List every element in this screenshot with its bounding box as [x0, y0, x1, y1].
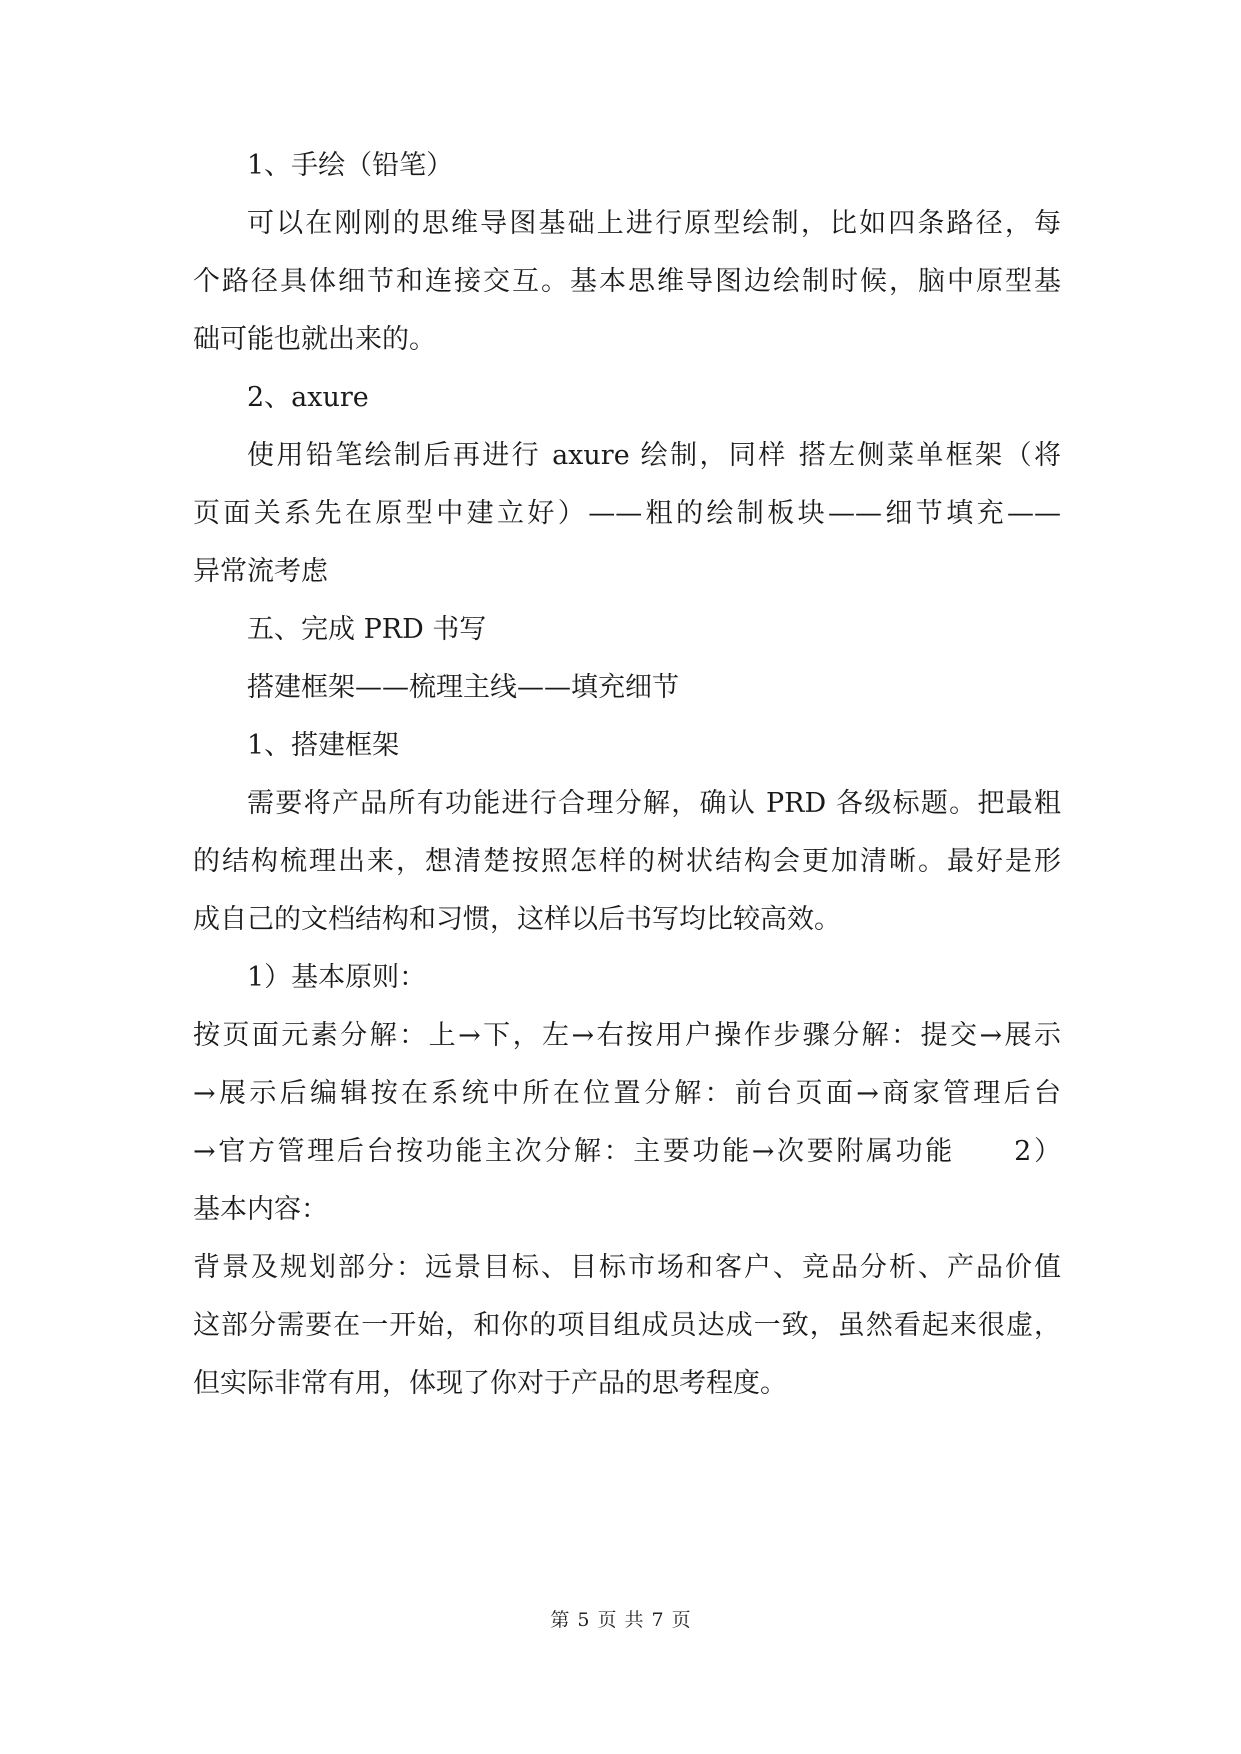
- footer-page-word: 页: [597, 1609, 617, 1631]
- paragraph-line: 成自己的文档结构和习惯，这样以后书写均比较高效。: [193, 904, 841, 935]
- page-footer: [0, 1608, 1241, 1632]
- paragraph-line: 这部分需要在一开始，和你的项目组成员达成一致，虽然看起来很虚，: [193, 1310, 1061, 1341]
- footer-prefix: 第: [550, 1609, 570, 1631]
- heading-hand-drawing: 1、手绘（铅笔）: [247, 150, 454, 181]
- paragraph-line: 基本内容：: [193, 1194, 328, 1225]
- paragraph-line: 背景及规划部分：远景目标、目标市场和客户、竞品分析、产品价值: [193, 1252, 1061, 1283]
- paragraph-line: →官方管理后台按功能主次分解：主要功能→次要附属功能 2）: [193, 1136, 1061, 1167]
- footer-total-pages: 7: [651, 1609, 664, 1631]
- footer-current-page: 5: [577, 1609, 590, 1631]
- heading-basic-principles: 1）基本原则：: [247, 962, 427, 993]
- paragraph-line: 的结构梳理出来，想清楚按照怎样的树状结构会更加清晰。最好是形: [193, 846, 1061, 877]
- paragraph-line: 使用铅笔绘制后再进行 axure 绘制，同样 搭左侧菜单框架（将: [247, 440, 1061, 471]
- footer-total-word: 共: [624, 1609, 644, 1631]
- footer-suffix: 页: [671, 1609, 691, 1631]
- prd-flow-line: 搭建框架——梳理主线——填充细节: [247, 672, 679, 703]
- heading-axure: 2、axure: [247, 382, 369, 413]
- heading-complete-prd: 五、完成 PRD 书写: [247, 614, 487, 645]
- paragraph-line: 页面关系先在原型中建立好）——粗的绘制板块——细节填充——: [193, 498, 1061, 529]
- paragraph-line: 础可能也就出来的。: [193, 324, 436, 355]
- paragraph-line: 可以在刚刚的思维导图基础上进行原型绘制，比如四条路径，每: [247, 208, 1061, 239]
- paragraph-line: 异常流考虑: [193, 556, 328, 587]
- paragraph-line: 个路径具体细节和连接交互。基本思维导图边绘制时候，脑中原型基: [193, 266, 1061, 297]
- paragraph-line: 但实际非常有用，体现了你对于产品的思考程度。: [193, 1368, 787, 1399]
- paragraph-line: →展示后编辑按在系统中所在位置分解：前台页面→商家管理后台: [193, 1078, 1061, 1109]
- paragraph-line: 按页面元素分解：上→下，左→右按用户操作步骤分解：提交→展示: [193, 1020, 1061, 1051]
- heading-build-framework: 1、搭建框架: [247, 730, 400, 761]
- paragraph-line: 需要将产品所有功能进行合理分解，确认 PRD 各级标题。把最粗: [247, 788, 1061, 819]
